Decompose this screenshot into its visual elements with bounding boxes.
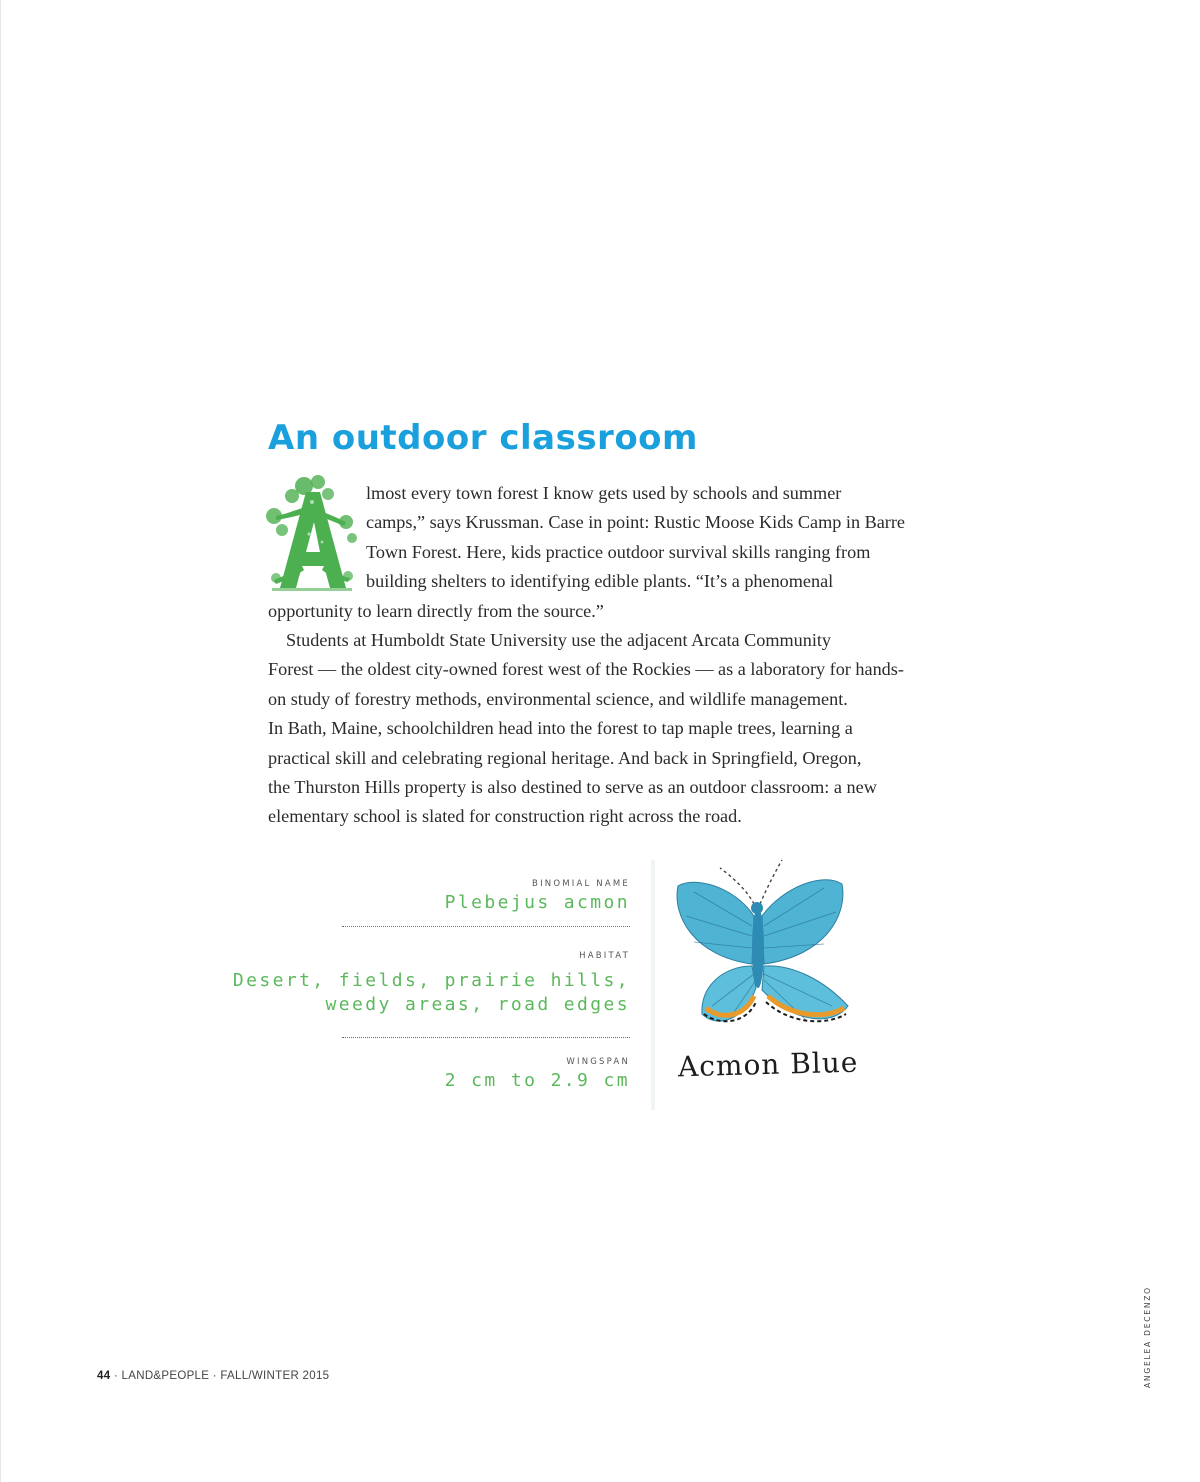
paragraph-2-line: practical skill and celebrating regional heritage. And back in Springfield, Oregon, xyxy=(268,747,862,768)
binomial-name-label: BINOMIAL NAME xyxy=(532,879,630,889)
wingspan-value: 2 cm to 2.9 cm xyxy=(444,1070,630,1091)
factbox-vertical-divider xyxy=(651,860,655,1110)
page-footer xyxy=(97,1370,329,1382)
habitat-value-line-1: Desert, fields, prairie hills, xyxy=(232,970,630,991)
dotted-divider xyxy=(342,1037,630,1038)
issue-date: FALL/WINTER 2015 xyxy=(220,1370,330,1382)
paragraph-1-line: camps,” says Krussman. Case in point: Rustic Moose Kids Camp in Barre xyxy=(366,512,905,533)
paragraph-1-line: building shelters to identifying edible plants. “It’s a phenomenal xyxy=(366,571,834,592)
paragraph-1-line: Town Forest. Here, kids practice outdoor survival skills ranging from xyxy=(366,541,871,562)
publication-name: LAND&PEOPLE xyxy=(121,1370,210,1382)
habitat-value-line-2: weedy areas, road edges xyxy=(325,994,630,1015)
paragraph-1-line: opportunity to learn directly from the source.” xyxy=(268,600,604,621)
habitat-label: HABITAT xyxy=(579,951,630,961)
paragraph-2-line: Students at Humboldt State University use the adjacent Arcata Community xyxy=(286,630,832,650)
paragraph-2-line: In Bath, Maine, schoolchildren head into the forest to tap maple trees, learning a xyxy=(268,718,853,739)
paragraph-1-line: lmost every town forest I know gets used by schools and summer xyxy=(366,483,842,503)
wingspan-label: WINGSPAN xyxy=(566,1057,630,1067)
paragraph-2-line: Forest — the oldest city-owned forest west of the Rockies — as a laboratory for hands- xyxy=(268,659,904,680)
paragraph-2-line: elementary school is slated for construction right across the road. xyxy=(268,806,742,827)
binomial-name-value: Plebejus acmon xyxy=(444,892,630,913)
footer-separator: · xyxy=(212,1370,217,1382)
footer-separator: · xyxy=(113,1370,119,1382)
acmon-blue-butterfly-illustration xyxy=(664,856,854,1036)
species-common-name: Acmon Blue xyxy=(677,1045,859,1084)
paragraph-2 xyxy=(268,626,904,832)
article-title: An outdoor classroom xyxy=(268,418,698,458)
photo-credit-text: ANGELEA DECENZO xyxy=(1143,1286,1152,1388)
paragraph-2-line: the Thurston Hills property is also destined to serve as an outdoor classroom: a new xyxy=(268,776,877,797)
paragraph-1 xyxy=(268,479,905,626)
dotted-divider xyxy=(342,926,630,927)
page-number: 44 xyxy=(97,1370,111,1382)
page-edge xyxy=(0,0,1,1482)
paragraph-2-line: on study of forestry methods, environmental science, and wildlife management. xyxy=(268,688,848,709)
